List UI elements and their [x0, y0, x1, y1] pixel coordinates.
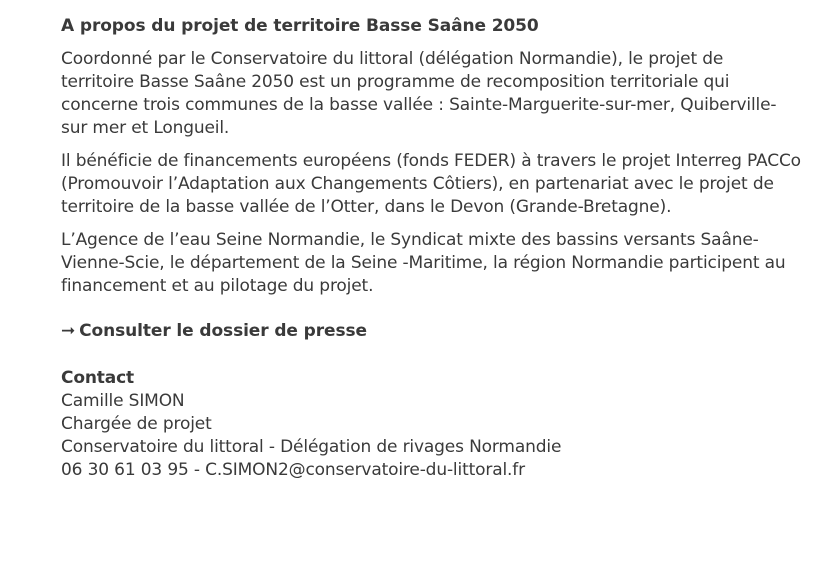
arrow-right-icon: ➞	[61, 321, 76, 341]
paragraph-partners: L’Agence de l’eau Seine Normandie, le Syndicat mixte des bassins versants Saâne-Vienne-Scie, le département de la Seine -Maritime, la région Normandie participent au financement et au pilotage du projet.	[61, 230, 786, 296]
contact-organization: Conservatoire du littoral - Délégation de rivages Normandie	[61, 437, 562, 457]
contact-title: Contact	[61, 368, 135, 388]
contact-name: Camille SIMON	[61, 391, 185, 411]
article-content	[61, 14, 801, 482]
contact-phone-email: 06 30 61 03 95 - C.SIMON2@conservatoire-du-littoral.fr	[61, 460, 525, 480]
contact-block	[61, 367, 801, 482]
section-heading: A propos du projet de territoire Basse Saâne 2050	[61, 16, 539, 36]
contact-role: Chargée de projet	[61, 414, 212, 434]
press-kit-link[interactable]	[61, 320, 801, 343]
press-kit-link-label[interactable]: Consulter le dossier de presse	[79, 321, 367, 341]
paragraph-coordination: Coordonné par le Conservatoire du littoral (délégation Normandie), le projet de territoire Basse Saâne 2050 est un programme de recomposition territoriale qui concerne trois communes de la basse vallée : Sainte-Marguerite-sur-mer, Quiberville-sur mer et Longueil.	[61, 49, 777, 138]
paragraph-funding: Il bénéficie de financements européens (fonds FEDER) à travers le projet Interreg PACCo (Promouvoir l’Adaptation aux Changements Côtiers), en partenariat avec le projet de territoire de la basse vallée de l’Otter, dans le Devon (Grande-Bretagne).	[61, 151, 801, 217]
